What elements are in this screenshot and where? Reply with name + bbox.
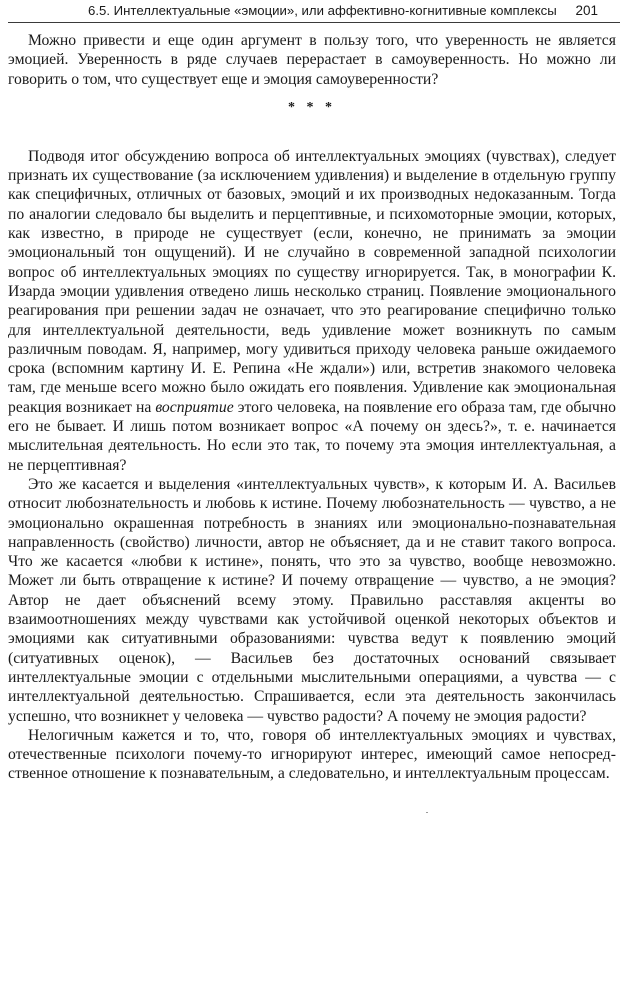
emphasis-text: восприятие	[155, 398, 234, 416]
page-number: 201	[575, 3, 598, 18]
text-run: Можно привести и еще один аргумент в пользу того, что уверенность не является эмоцией. Уверенность в ряде случаев перерастает в самоуверенность. Но можно ли говорить о том, что существует еще и эмоция самоуверенности?	[8, 32, 616, 88]
section-separator: * * *	[288, 99, 336, 115]
text-run: Подводя итог обсуждению вопроса об интеллектуальных эмоциях (чувствах), следует признать их существование (за исключением удивления) и выделение в отдельную группу как специфичных, отличных от базовых, эмоций и их производных недоказанным. Тогда по аналогии следовало бы выделить и перцептивные, и психомоторные эмоции, которых, как известно, в природе не существует (если, конечно, не принимать за эмоции эмоциональный тон ощущений). И не случайно в современной западной психологии вопрос об интеллектуальных эмоциях по существу игнорируется. Так, в монографии К. Изарда эмоции удивления отведено лишь несколько страниц. Появление эмоционального реагирования при решении задач не означает, что это реагирование специфично только для интеллектуальной деятельности, ведь удивление может возникнуть по самым различным поводам. Я, например, могу удивиться приходу человека раньше ожидаемого срока (вспомним картину И. Е. Репина «Не ждали») или, встретив знакомого человека там, где меньше всего можно было ожидать его появления. Удивление как эмоциональная реакция возникает на	[8, 147, 616, 416]
scan-speck	[426, 812, 428, 813]
text-run: Нелогичным кажется и то, что, говоря об интеллектуальных эмоциях и чувствах, отечественные психологи почему-то игнорируют интерес, имеющий самое непосредственное отношение к познавательным, а следовательно, и интеллектуальным процессам.	[8, 726, 616, 783]
paragraph	[8, 726, 616, 784]
paragraph	[8, 147, 616, 475]
text-run: Это же касается и выделения «интеллектуальных чувств», к которым И. А. Васильев относит любознательность и любовь к истине. Почему любознательность — чувство, а не эмоционально окрашенная потребность в знаниях или эмоционально-познавательная направленность (свойство) личности, автор не объясняет, да и не ставит такого вопроса. Что же касается «любви к истине», понять, что это за чувство, вообще невозможно. Может ли быть отвращение к истине? И почему отвращение — чувство, а не эмоция? Автор не дает объяснений всему этому. Правильно расставляя акценты во взаимоотношениях между чувствами как устойчивой оценкой некоторых объектов и эмоциями как ситуативными образованиями: чувства ведут к появлению эмоций (ситуативных оценок), — Васильев без достаточных оснований связывает интеллектуальные эмоции с отдельными мыслительными операциями, а чувства — с интеллектуальной деятельностью. Спрашивается, если эта деятельность закончилась успешно, что возникнет у человека — чувство радости? А почему не эмоция радости?	[8, 475, 616, 725]
running-header	[8, 0, 620, 23]
text-run: этого человека, на появление его образа там, где обычно его не бывает. И лишь потом возникает вопрос «А почему он здесь?», т. е. начинается мыслительная деятельность. Но если это так, то почему эта эмоция интеллектуальная, а не перцептивная?	[8, 398, 616, 474]
paragraph	[8, 31, 616, 89]
running-title: 6.5. Интеллектуальные «эмоции», или аффективно-когнитивные комплексы	[88, 3, 557, 18]
body-text	[8, 31, 616, 784]
paragraph	[8, 475, 616, 726]
